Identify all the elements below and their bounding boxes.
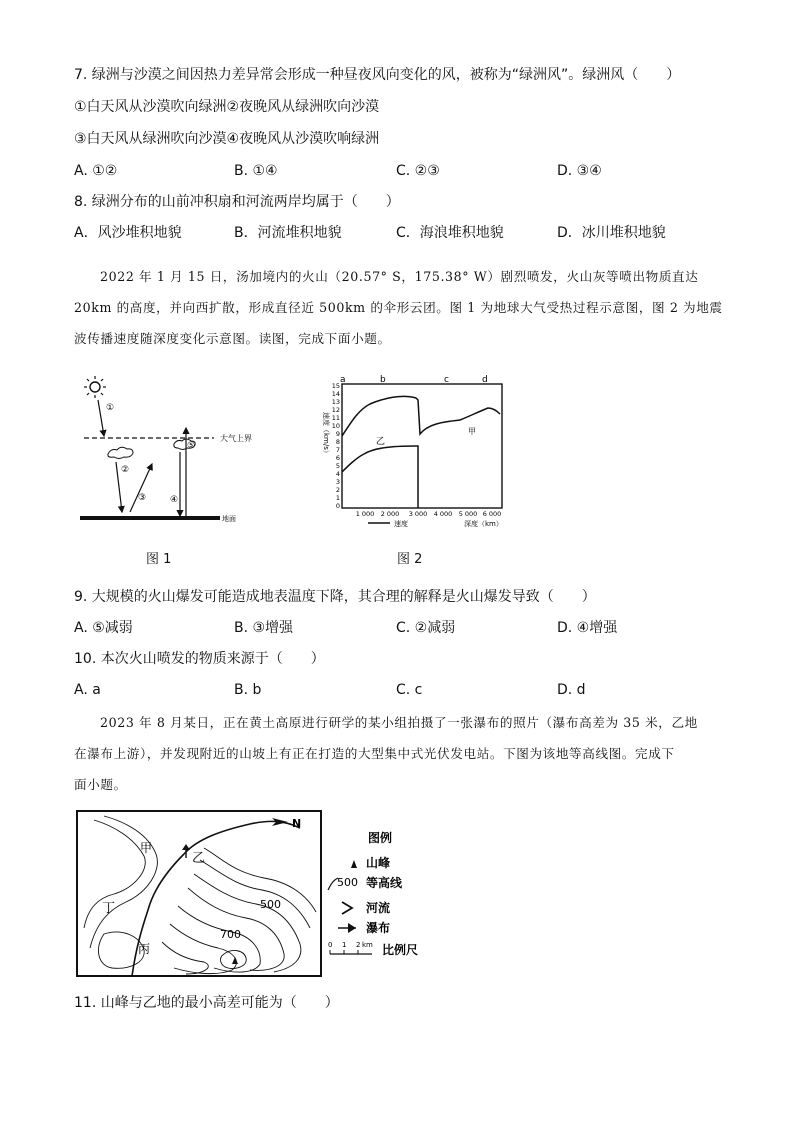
q8-option-c[interactable]: C．海浪堆积地貌 <box>396 225 504 241</box>
arrow-1-label: ① <box>106 403 115 413</box>
y-tick-11: 11 <box>331 414 340 422</box>
wave-curve-yi <box>342 446 418 508</box>
q10-option-b[interactable]: B. b <box>234 682 262 698</box>
q7-stem: 7. 绿洲与沙漠之间因热力差异常会形成一种昼夜风向变化的风，被称为“绿洲风”。绿洲风（ ） <box>74 67 681 83</box>
x-tick-3000: 3 000 <box>408 510 428 518</box>
y-tick-9: 9 <box>335 430 340 438</box>
figure2-caption: 图 2 <box>397 552 423 567</box>
arrow-4-label: ④ <box>170 495 179 505</box>
place-bing: 丙 <box>138 942 151 956</box>
q8-option-a[interactable]: A．风沙堆积地貌 <box>74 225 182 241</box>
y-tick-4: 4 <box>335 470 340 478</box>
layer-label-a: a <box>340 375 346 385</box>
q7-option-c[interactable]: C. ②③ <box>396 163 440 179</box>
x-tick-4000: 4 000 <box>433 510 453 518</box>
x-tick-6000: 6 000 <box>482 510 502 518</box>
passage-waterfall <box>74 707 724 800</box>
atmosphere-top-label: 大气上界 <box>220 434 252 443</box>
q11-stem: 11. 山峰与乙地的最小高差可能为（ ） <box>74 995 339 1011</box>
q8-option-d[interactable]: D．冰川堆积地貌 <box>557 225 666 241</box>
y-tick-1: 1 <box>335 494 340 502</box>
x-tick-2000: 2 000 <box>380 510 400 518</box>
legend-contour-value: 500 <box>337 876 358 889</box>
legend-river-icon <box>342 902 352 914</box>
q7-items-line1: ①白天风从沙漠吹向绿洲②夜晚风从绿洲吹向沙漠 <box>74 99 380 115</box>
figure2-seismic-chart <box>310 372 520 528</box>
contour-label-500: 500 <box>260 898 281 911</box>
q7-option-b[interactable]: B. ①④ <box>234 163 278 179</box>
y-axis-label: 速度（km/s） <box>322 412 330 457</box>
legend-label: 速度 <box>394 520 408 528</box>
place-yi: 乙 <box>192 851 206 866</box>
scale-tick-2: 2 <box>356 941 361 949</box>
q9-option-b[interactable]: B. ③增强 <box>234 620 294 636</box>
q8-option-b[interactable]: B．河流堆积地貌 <box>234 225 342 241</box>
legend-scale-bar <box>330 950 372 954</box>
q9-option-a[interactable]: A. ⑤减弱 <box>74 620 133 636</box>
x-tick-labels <box>356 510 502 518</box>
ground-bar <box>80 516 220 520</box>
scale-tick-0: 0 <box>328 941 333 949</box>
y-tick-12: 12 <box>331 406 340 414</box>
arrow-1 <box>98 400 104 436</box>
y-tick-5: 5 <box>335 462 340 470</box>
passage2-line1: 2023 年 8 月某日，正在黄土高原进行研学的某小组拍摄了一张瀑布的照片（瀑布高差为 35 米，乙地 <box>100 715 698 730</box>
place-ding: 丁 <box>102 901 116 916</box>
passage2-line3: 面小题。 <box>74 777 127 792</box>
q10-option-d[interactable]: D. d <box>557 682 586 698</box>
legend-waterfall-label: 瀑布 <box>366 921 391 935</box>
y-tick-14: 14 <box>331 390 340 398</box>
arrow-2-label: ② <box>121 465 130 475</box>
figure1-caption: 图 1 <box>146 552 172 567</box>
chart-frame <box>342 384 502 508</box>
place-jia: 甲 <box>140 841 153 855</box>
x-tick-1000: 1 000 <box>355 510 375 518</box>
map-legend <box>326 830 446 958</box>
arrow-5-label: ⑤ <box>187 441 196 451</box>
q7-option-d[interactable]: D. ③④ <box>557 163 602 179</box>
legend-title: 图例 <box>368 831 393 845</box>
legend-peak-icon <box>351 860 357 868</box>
legend-scale-label: 比例尺 <box>382 943 419 957</box>
contour-label-700: 700 <box>220 928 241 941</box>
scale-unit: km <box>362 941 373 949</box>
ground-label: 地面 <box>222 515 236 523</box>
passage2-line2: 在瀑布上游），并发现附近的山坡上有正在打造的大型集中式光伏发电站。下图为该地等高线图。完成下 <box>74 746 675 761</box>
y-tick-labels <box>332 382 340 510</box>
q10-option-c[interactable]: C. c <box>396 682 423 698</box>
layer-label-c: c <box>444 375 449 385</box>
arrow-3-label: ③ <box>138 493 147 503</box>
y-tick-13: 13 <box>331 398 340 406</box>
passage-volcano <box>74 261 724 354</box>
legend-peak-label: 山峰 <box>366 856 391 870</box>
y-tick-0: 0 <box>335 502 340 510</box>
legend-river-label: 河流 <box>366 901 391 915</box>
passage1-line2: 20km 的高度，并向西扩散，形成直径近 500km 的伞形云团。图 1 为地球大气受热过程示意图，图 2 为地震 <box>74 300 723 315</box>
y-tick-2: 2 <box>335 486 340 494</box>
q7-option-a[interactable]: A. ①② <box>74 163 118 179</box>
arrow-3 <box>130 464 152 512</box>
y-tick-8: 8 <box>335 438 340 446</box>
wave-label-yi: 乙 <box>376 437 386 447</box>
map-frame <box>77 811 321 976</box>
passage1-line1: 2022 年 1 月 15 日，汤加境内的火山（20.57° S，175.38° W）剧烈喷发，火山灰等喷出物质直达 <box>100 269 699 284</box>
q9-option-c[interactable]: C. ②减弱 <box>396 620 456 636</box>
y-tick-10: 10 <box>331 422 340 430</box>
x-tick-5000: 5 000 <box>458 510 478 518</box>
contour-map <box>74 808 324 980</box>
q7-items-line2: ③白天风从绿洲吹向沙漠④夜晚风从沙漠吹响绿洲 <box>74 131 380 147</box>
x-axis-label: 深度（km） <box>464 520 503 528</box>
north-label: N <box>292 817 302 830</box>
sun-icon <box>84 376 106 398</box>
layer-label-d: d <box>482 375 488 385</box>
y-tick-7: 7 <box>335 446 340 454</box>
scale-tick-1: 1 <box>342 941 347 949</box>
wave-curve-jia <box>342 396 500 436</box>
layer-label-b: b <box>380 375 386 385</box>
legend-contour-label: 等高线 <box>366 876 403 890</box>
y-tick-15: 15 <box>331 382 340 390</box>
legend-waterfall-icon <box>338 923 356 933</box>
passage1-line3: 波传播速度随深度变化示意图。读图，完成下面小题。 <box>74 331 391 346</box>
wave-label-jia: 甲 <box>468 427 476 436</box>
q10-option-a[interactable]: A. a <box>74 682 101 698</box>
y-tick-3: 3 <box>335 478 340 486</box>
q9-option-d[interactable]: D. ④增强 <box>557 620 618 636</box>
y-tick-6: 6 <box>335 454 340 462</box>
q8-stem: 8. 绿洲分布的山前冲积扇和河流两岸均属于（ ） <box>74 194 400 210</box>
q9-stem: 9. 大规模的火山爆发可能造成地表温度下降，其合理的解释是火山爆发导致（ ） <box>74 589 596 605</box>
q10-stem: 10. 本次火山喷发的物质来源于（ ） <box>74 651 325 667</box>
figure1-heating-diagram <box>74 372 254 532</box>
cloud-left-icon <box>108 447 133 458</box>
